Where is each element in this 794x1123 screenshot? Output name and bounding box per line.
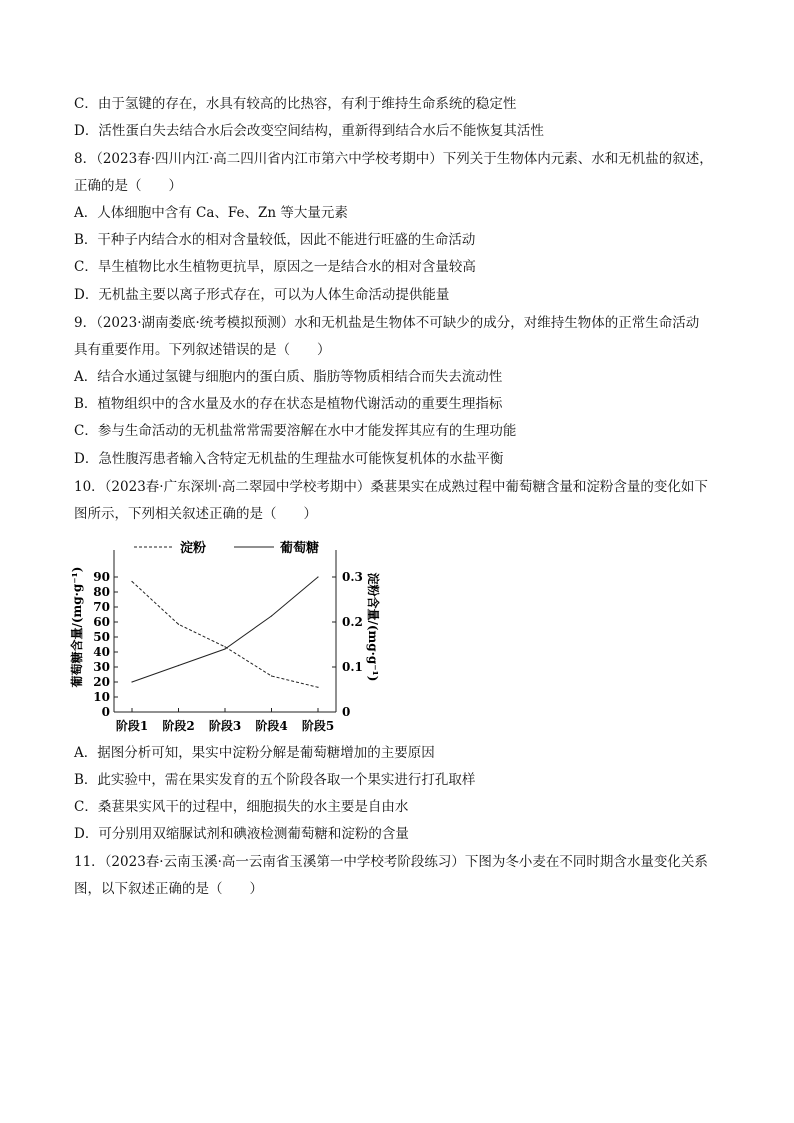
q10-chart xyxy=(66,532,396,740)
right-tick-label: 0.3 xyxy=(342,570,363,584)
q8-stem-line2: 正确的是（ ） xyxy=(74,178,182,194)
data-point-glucose xyxy=(131,681,132,682)
left-tick-label: 80 xyxy=(93,585,110,599)
series-line-starch xyxy=(132,582,318,688)
data-point-glucose xyxy=(178,665,179,666)
series-line-glucose xyxy=(132,577,318,682)
data-point-starch xyxy=(178,624,179,625)
left-tick-label: 50 xyxy=(93,630,110,644)
x-tick-label: 阶段1 xyxy=(115,719,149,733)
x-tick-label: 阶段4 xyxy=(255,719,288,733)
data-point-glucose xyxy=(224,648,225,649)
legend-label-starch: 淀粉 xyxy=(180,541,207,556)
left-axis-title: 葡萄糖含量/(mg·g⁻¹) xyxy=(70,566,84,688)
q10-option-c: C．桑葚果实风干的过程中，细胞损失的水主要是自由水 xyxy=(74,799,409,815)
x-tick-label: 阶段3 xyxy=(208,719,242,733)
q8-option-c: C．旱生植物比水生植物更抗旱，原因之一是结合水的相对含量较高 xyxy=(74,259,476,275)
x-tick-label: 阶段2 xyxy=(162,719,195,733)
left-tick-label: 0 xyxy=(101,705,110,719)
q9-option-a: A．结合水通过氢键与细胞内的蛋白质、脂肪等物质相结合而失去流动性 xyxy=(74,369,503,385)
left-tick-label: 70 xyxy=(93,600,110,614)
q8-stem-line1: 8．（2023春·四川内江·高二四川省内江市第六中学校考期中）下列关于生物体内元素、水和无机盐的叙述， xyxy=(74,151,713,167)
q9-option-c: C．参与生命活动的无机盐常常需要溶解在水中才能发挥其应有的生理功能 xyxy=(74,423,517,439)
left-tick-label: 10 xyxy=(93,690,110,704)
q11-stem-line1: 11．（2023春·云南玉溪·高一云南省玉溪第一中学校考阶段练习）下图为冬小麦在不同时期含水量变化关系 xyxy=(74,854,708,870)
q10-stem-line2: 图所示，下列相关叙述正确的是（ ） xyxy=(74,506,317,522)
left-tick-label: 30 xyxy=(93,660,110,674)
right-axis-title: 淀粉含量/(mg·g⁻¹) xyxy=(366,572,380,682)
data-point-glucose xyxy=(271,615,272,616)
q10-option-d: D．可分别用双缩脲试剂和碘液检测葡萄糖和淀粉的含量 xyxy=(74,826,409,842)
left-tick-label: 90 xyxy=(93,570,110,584)
right-tick-label: 0 xyxy=(342,705,351,719)
q8-option-b: B．干种子内结合水的相对含量较低，因此不能进行旺盛的生命活动 xyxy=(74,232,476,248)
data-point-glucose xyxy=(317,576,318,577)
q7-option-d: D．活性蛋白失去结合水后会改变空间结构，重新得到结合水后不能恢复其活性 xyxy=(74,123,544,139)
left-tick-label: 20 xyxy=(93,675,110,689)
q9-option-b: B．植物组织中的含水量及水的存在状态是植物代谢活动的重要生理指标 xyxy=(74,396,503,412)
q10-chart-svg xyxy=(66,532,396,740)
data-point-starch xyxy=(271,675,272,676)
q10-stem-line1: 10．（2023春·广东深圳·高二翠园中学校考期中）桑葚果实在成熟过程中葡萄糖含量和淀粉含量的变化如下 xyxy=(74,479,708,495)
data-point-starch xyxy=(224,646,225,647)
data-point-starch xyxy=(317,687,318,688)
data-point-starch xyxy=(131,581,132,582)
q9-option-d: D．急性腹泻患者输入含特定无机盐的生理盐水可能恢复机体的水盐平衡 xyxy=(74,451,504,467)
right-tick-label: 0.2 xyxy=(342,615,363,629)
left-tick-label: 40 xyxy=(93,645,110,659)
q8-option-d: D．无机盐主要以离子形式存在，可以为人体生命活动提供能量 xyxy=(74,287,450,303)
x-tick-label: 阶段5 xyxy=(301,719,335,733)
q11-stem-line2: 图，以下叙述正确的是（ ） xyxy=(74,881,263,897)
q8-option-a: A．人体细胞中含有 Ca、Fe、Zn 等大量元素 xyxy=(74,205,348,221)
right-tick-label: 0.1 xyxy=(342,660,363,674)
q9-stem-line2: 具有重要作用。下列叙述错误的是（ ） xyxy=(74,342,331,358)
q7-option-c: C．由于氢键的存在，水具有较高的比热容，有利于维持生命系统的稳定性 xyxy=(74,96,517,112)
legend-label-glucose: 葡萄糖 xyxy=(280,541,320,556)
q10-option-a: A．据图分析可知，果实中淀粉分解是葡萄糖增加的主要原因 xyxy=(74,745,435,761)
left-tick-label: 60 xyxy=(93,615,110,629)
chart-legend xyxy=(134,540,319,556)
q9-stem-line1: 9．（2023·湖南娄底·统考模拟预测）水和无机盐是生物体不可缺少的成分，对维持生物体的正常生命活动 xyxy=(74,315,700,331)
q10-option-b: B．此实验中，需在果实发育的五个阶段各取一个果实进行打孔取样 xyxy=(74,772,476,788)
